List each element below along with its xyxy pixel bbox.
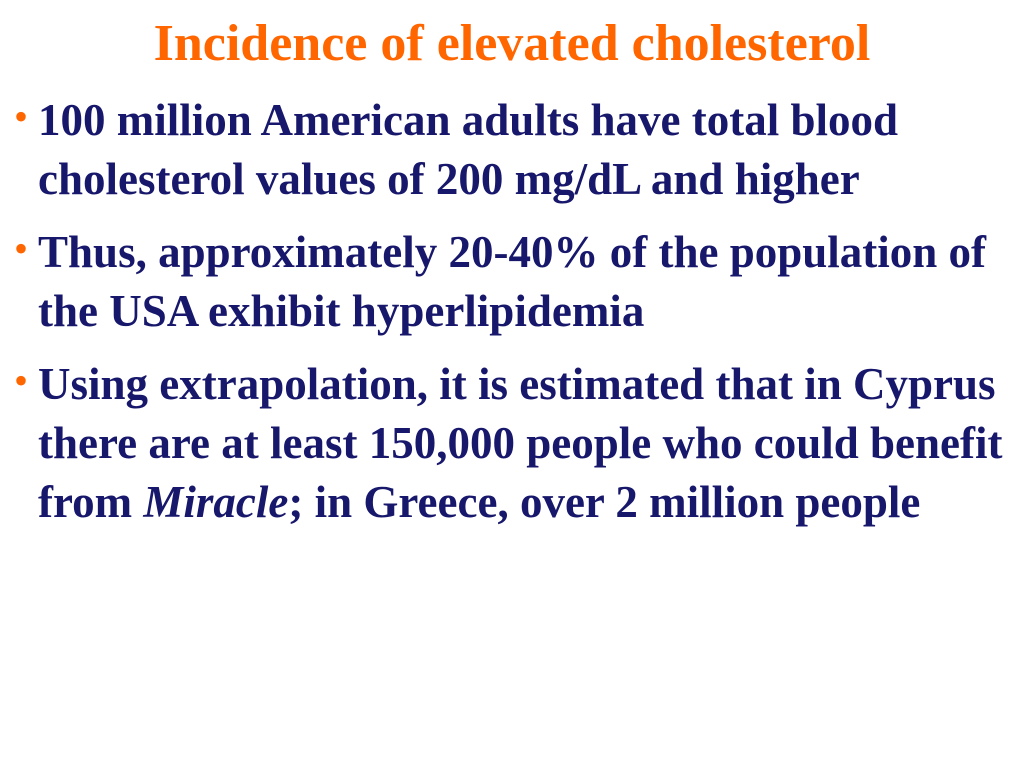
bullet-list [8,91,1008,546]
bullet-text: 100 million American adults have total blood cholesterol values of 200 mg/dL and higher [38,95,899,204]
bullet-marker-icon: • [14,94,29,139]
bullet-item [8,355,1008,532]
bullet-marker-icon: • [14,226,29,271]
bullet-marker-icon: • [14,358,29,403]
bullet-item [8,91,1008,209]
bullet-text-part: ; in Greece, over 2 million people [288,477,921,527]
product-name-emphasis: Miracle [143,477,289,527]
bullet-item [8,223,1008,341]
bullet-text [38,355,1008,532]
bullet-text: Thus, approximately 20-40% of the population of the USA exhibit hyperlipidemia [38,227,987,336]
bullet-text-part: Using extrapolation, it is estimated that in Cyprus there are at least 150,000 people who could benefit from [38,359,1003,527]
slide-title: Incidence of elevated cholesterol [153,15,871,72]
